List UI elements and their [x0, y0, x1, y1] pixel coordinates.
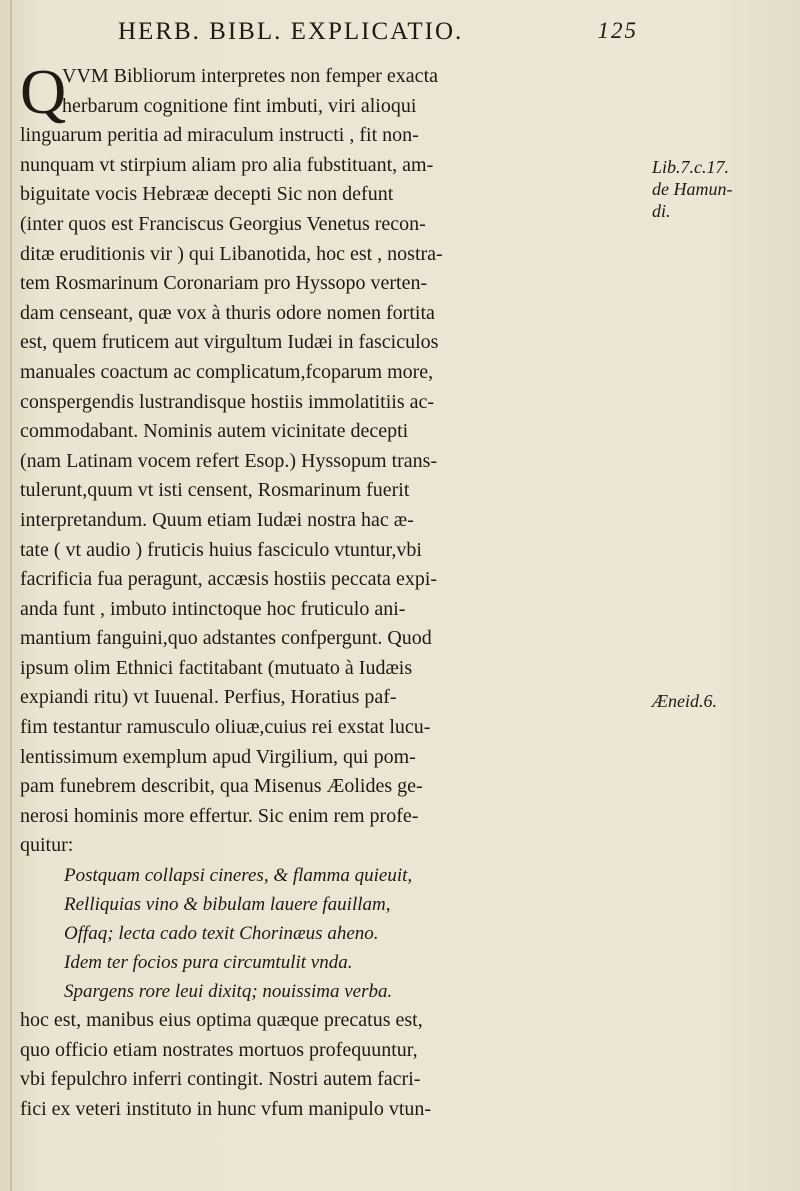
text-line: biguitate vocis Hebrææ decepti Sic non defunt: [20, 183, 394, 206]
margin-note-line: di.: [652, 201, 671, 221]
margin-note-line: Æneid.6.: [652, 691, 717, 711]
text-line: nerosi hominis more effertur. Sic enim rem profe-: [20, 804, 419, 827]
text-line: conspergendis lustrandisque hostiis immolatitiis ac-: [20, 390, 435, 413]
margin-note-aeneid: [652, 690, 797, 712]
margin-note-lib: [652, 156, 797, 222]
text-line: facrificia fua peragunt, accæsis hostiis peccata expi-: [20, 568, 438, 591]
text-line: nunquam vt stirpium aliam pro alia fubstituant, am-: [20, 153, 434, 176]
verse-line: Offaq; lecta cado texit Chorinæus aheno.: [64, 923, 379, 945]
verse-line: Idem ter focios pura circumtulit vnda.: [64, 952, 353, 974]
text-line: linguarum peritia ad miraculum instructi , fit non-: [20, 124, 419, 147]
text-line: mantium fanguini,quo adstantes confpergunt. Quod: [20, 627, 432, 650]
text-line: (inter quos est Franciscus Georgius Venetus recon-: [20, 212, 426, 235]
text-line: lentissimum exemplum apud Virgilium, qui pom-: [20, 745, 416, 768]
text-line: interpretandum. Quum etiam Iudæi nostra hac æ-: [20, 508, 414, 531]
page-number: 125: [597, 18, 638, 43]
margin-note-line: de Hamun-: [652, 179, 733, 199]
running-title: HERB. BIBL. EXPLICATIO.: [118, 18, 464, 45]
running-header: [118, 18, 638, 54]
text-line: commodabant. Nominis autem vicinitate decepti: [20, 420, 409, 443]
text-line: est, quem fruticem aut virgultum Iudæi in fasciculos: [20, 331, 439, 354]
text-line: dam censeant, quæ vox à thuris odore nomen fortita: [20, 301, 435, 324]
margin-note-line: Lib.7.c.17.: [652, 157, 730, 177]
text-line: (nam Latinam vocem refert Esop.) Hyssopum trans-: [20, 449, 438, 472]
text-line: quitur:: [20, 834, 74, 857]
text-line: herbarum cognitione fint imbuti, viri alioqui: [62, 94, 417, 117]
gutter-shadow: [10, 0, 12, 1191]
drop-cap: Q: [20, 56, 67, 127]
text-line: fim testantur ramusculo oliuæ,cuius rei exstat lucu-: [20, 716, 431, 739]
verse-line: Postquam collapsi cineres, & flamma quieuit,: [64, 865, 413, 887]
text-line: quo officio etiam nostrates mortuos profequuntur,: [20, 1038, 418, 1061]
text-line: ditæ eruditionis vir ) qui Libanotida, hoc est , nostra-: [20, 242, 443, 265]
text-line: VVM Bibliorum interpretes non femper exacta: [62, 65, 438, 87]
text-line: tulerunt,quum vt isti censent, Rosmarinum fuerit: [20, 479, 410, 502]
text-line: hoc est, manibus eius optima quæque precatus est,: [20, 1009, 423, 1032]
text-line: tate ( vt audio ) fruticis huius fasciculo vtuntur,vbi: [20, 538, 422, 561]
text-line: tem Rosmarinum Coronariam pro Hyssopo verten-: [20, 272, 428, 295]
text-line: ipsum olim Ethnici factitabant (mutuato à Iudæis: [20, 656, 413, 679]
text-line: expiandi ritu) vt Iuuenal. Perfius, Horatius paf-: [20, 686, 397, 709]
main-text: [20, 56, 642, 1124]
verse-line: Relliquias vino & bibulam lauere fauillam,: [64, 894, 391, 916]
text-line: fici ex veteri instituto in hunc vfum manipulo vtun-: [20, 1097, 432, 1120]
text-line: pam funebrem describit, qua Misenus Æolides ge-: [20, 775, 423, 798]
text-line: vbi fepulchro inferri contingit. Nostri autem facri-: [20, 1068, 421, 1091]
text-line: anda funt , imbuto intinctoque hoc fruticulo ani-: [20, 597, 406, 620]
verse-line: Spargens rore leui dixitq; nouissima verba.: [64, 981, 393, 1003]
text-line: manuales coactum ac complicatum,fcoparum more,: [20, 360, 434, 383]
